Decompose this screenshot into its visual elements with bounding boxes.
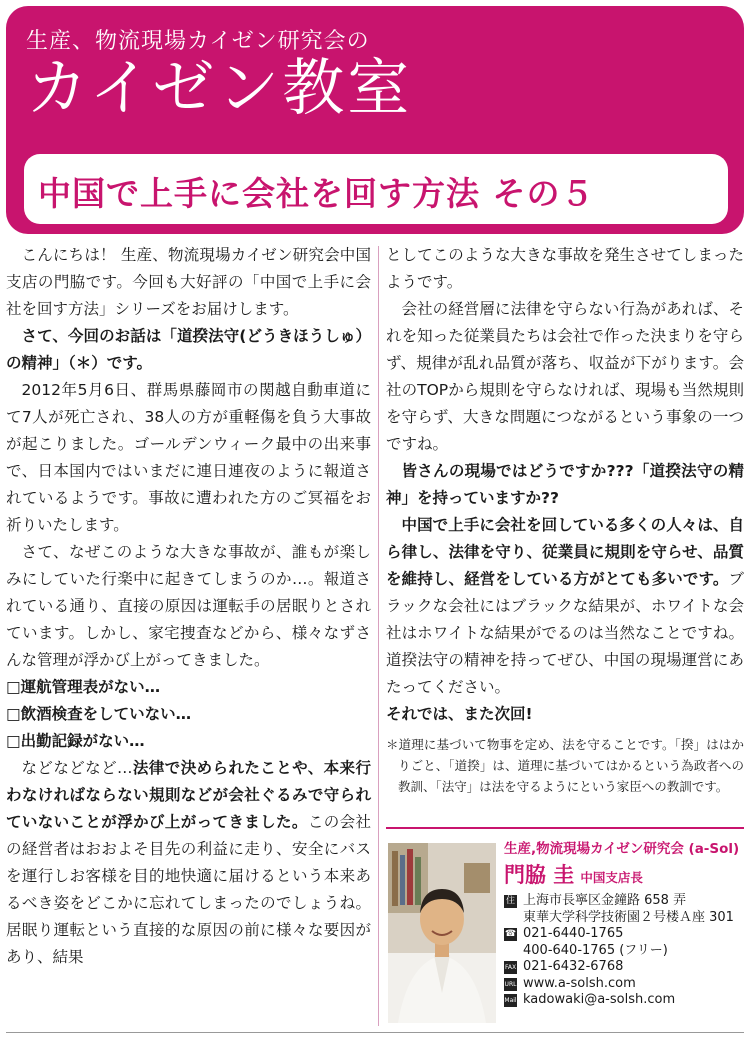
website-link[interactable]: www.a-solsh.com xyxy=(523,975,636,991)
contact-list xyxy=(504,893,744,1009)
contact-phone xyxy=(504,926,744,943)
paragraph-topic: さて、今回のお話は「道揆法守(どうきほうしゅ）の精神」（＊）です。 xyxy=(6,327,371,372)
header-kicker: 生産、物流現場カイゼン研究会の xyxy=(26,29,370,54)
author-role: 中国支店長 xyxy=(580,870,643,885)
paragraph-analysis xyxy=(6,755,371,971)
article-column-left xyxy=(6,242,371,971)
checklist-item: □出勤記録がない… xyxy=(6,732,145,750)
paragraph-management: 会社の経営層に法律を守らない行為があれば、それを知った従業員たちは会社で作った決まりを守らず、規律が乱れ品質が落ち、収益が下がります。会社のTOPから規則を守らなければ、現場も当然規則を守らず、大きな問題につながるという事象の一つですね。 xyxy=(386,300,744,453)
paragraph-accident: 2012年5月6日、群馬県藤岡市の関越自動車道にて7人が死亡され、38人の方が重軽傷を負う大事故が起こりました。ゴールデンウィーク最中の出来事で、日本国内ではいまだに連日連夜のように報道されているようです。事故に遭われた方のご冥福をお祈りいたします。 xyxy=(6,381,371,534)
checklist xyxy=(6,674,371,755)
phone-icon: ☎ xyxy=(504,929,517,939)
analysis-lead: などなどなど… xyxy=(21,759,133,777)
contact-text[interactable]: 021-6440-1765 xyxy=(523,926,624,941)
article-column-right xyxy=(386,242,744,797)
page-title: カイゼン教室 xyxy=(26,51,413,124)
article-subtitle: 中国で上手に会社を回す方法 その５ xyxy=(38,174,595,213)
contact-freedial xyxy=(504,943,744,960)
conclusion-bold: 中国で上手に会社を回している多くの人々は、自ら律し、法律を守り、従業員に規則を守らせ、品質を維持し、経営をしている方がとても多いです。 xyxy=(386,516,744,588)
contact-text[interactable]: 400-640-1765 (フリー) xyxy=(523,942,668,958)
url-icon: URL xyxy=(504,978,517,991)
contact-text: 上海市長寧区金鐘路 658 弄 xyxy=(523,893,687,908)
contact-address-line1 xyxy=(504,893,744,910)
column-divider xyxy=(378,246,379,1026)
author-photo xyxy=(388,843,496,1023)
paragraph-greeting: こんにちは！ 生産、物流現場カイゼン研究会中国支店の門脇です。今回も大好評の「中国で上手に会社を回す方法」シリーズをお届けします。 xyxy=(6,246,371,318)
bottom-rule xyxy=(6,1032,744,1033)
checklist-item: □運航管理表がない… xyxy=(6,678,161,696)
analysis-bold: 法律で決められたことや、本来行わなければならない規則などが会社ぐるみで守られていないことが浮かび上がってきました。 xyxy=(6,759,371,831)
email-link[interactable]: kadowaki@a-solsh.com xyxy=(523,992,676,1007)
contact-address-line2 xyxy=(504,910,744,927)
contact-url xyxy=(504,976,744,993)
checklist-item: □飲酒検査をしていない… xyxy=(6,705,192,723)
contact-text: 東華大学科学技術園２号楼Ａ座 301 xyxy=(523,909,734,925)
contact-text: 021-6432-6768 xyxy=(523,959,624,974)
analysis-rest: この会社の経営者はおおよそ目先の利益に走り、安全にバスを運行しお客様を目的地快適に届けるという本来あるべき姿をどこかに忘れてしまったのでしょうね。居眠り運転という直接的な原因の前に様々な要因があり、結果 xyxy=(6,813,371,966)
fax-icon: FAX xyxy=(504,961,517,974)
contact-fax xyxy=(504,959,744,976)
conclusion-rest: ブラックな会社にはブラックな結果が、ホワイトな会社はホワイトな結果がでるのは当然なことですね。道揆法守の精神を持ってぜひ、中国の現場運営にあたってください。 xyxy=(386,570,744,696)
paragraph-question: 皆さんの現場ではどうですか???「道揆法守の精神」を持っていますか?? xyxy=(386,462,744,507)
mail-icon: Mail xyxy=(504,994,517,1007)
contact-mail xyxy=(504,992,744,1009)
paragraph-closing: それでは、また次回! xyxy=(386,705,533,723)
spacer-icon xyxy=(504,912,517,925)
paragraph-conclusion xyxy=(386,512,744,701)
author-name-line xyxy=(504,859,643,889)
spacer-icon xyxy=(504,945,517,958)
header-banner xyxy=(6,6,744,234)
author-photo-illustration xyxy=(388,843,496,1023)
subtitle-box xyxy=(24,154,728,224)
footnote: ＊道理に基づいて物事を定め、法を守ることです。「揆」ははかりごと、「道揆」は、道理に基づいてはかるという為政者への教訓、「法守」は法を守るようにという家臣への教訓です。 xyxy=(386,737,744,794)
author-profile xyxy=(386,827,744,1027)
paragraph-cause: さて、なぜこのような大きな事故が、誰もが楽しみにしていた行楽中に起きてしまうのか…。報道されている通り、直接の原因は運転手の居眠りとされています。しかし、家宅捜査などから、様々なずさんな管理が浮かび上がってきました。 xyxy=(6,543,371,669)
address-icon: 住 xyxy=(505,896,515,906)
author-name: 門脇 圭 xyxy=(504,863,575,887)
paragraph-continued: としてこのような大きな事故を発生させてしまったようです。 xyxy=(386,246,744,291)
organization-name: 生産,物流現場カイゼン研究会 (a-Sol) xyxy=(504,841,740,857)
